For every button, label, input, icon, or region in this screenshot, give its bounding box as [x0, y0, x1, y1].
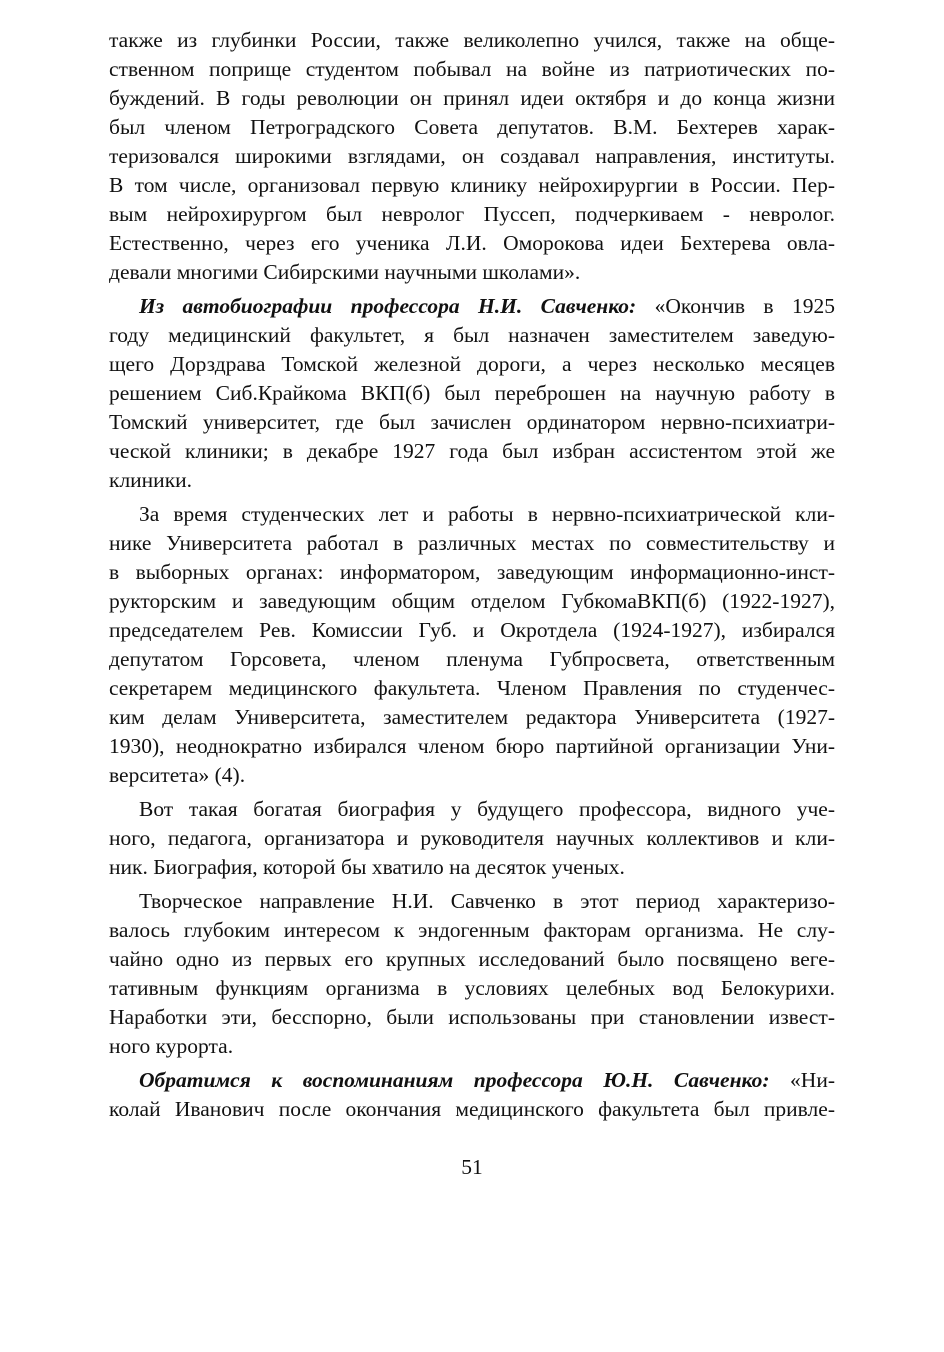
- paragraph-6: [109, 1066, 835, 1124]
- text-line: ного, педагога, организатора и руководителя научных коллективов и кли-: [109, 826, 835, 850]
- text-line: вым нейрохирургом был невролог Пуссеп, подчеркиваем - невролог.: [109, 202, 835, 226]
- text-line: Естественно, через его ученика Л.И. Оморокова идеи Бехтерева овла-: [109, 231, 835, 255]
- text-line: верситета» (4).: [109, 763, 246, 787]
- text-line: щего Дорздрава Томской железной дороги, а через несколько месяцев: [109, 352, 835, 376]
- text-line: Томский университет, где был зачислен ординатором нервно-психиатри-: [109, 410, 835, 434]
- text-line: году медицинский факультет, я был назначен заместителем заведую-: [109, 323, 835, 347]
- text-line: ким делам Университета, заместителем редактора Университета (1927-: [109, 705, 835, 729]
- text-line: ного курорта.: [109, 1034, 234, 1058]
- text-line: девали многими Сибирскими научными школами».: [109, 260, 581, 284]
- text-line: тативным функциям организма в условиях целебных вод Белокурихи.: [109, 976, 835, 1000]
- paragraph-4: [109, 795, 835, 882]
- text-line: 1930), неоднократно избирался членом бюро партийной организации Уни-: [109, 734, 835, 758]
- text-line: председателем Рев. Комиссии Губ. и Окротдела (1924-1927), избирался: [109, 618, 835, 642]
- text-line: также из глубинки России, также великолепно учился, также на обще-: [109, 28, 835, 52]
- text-line: ник. Биография, которой бы хватило на десяток ученых.: [109, 855, 625, 879]
- text-line: Вот такая богатая биография у будущего профессора, видного уче-: [139, 797, 835, 821]
- text-line: чайно одно из первых его крупных исследований было посвящено веге-: [109, 947, 835, 971]
- text-line: буждений. В годы революции он принял идеи октября и до конца жизни: [109, 86, 835, 110]
- text-line: секретарем медицинского факультета. Членом Правления по студенчес-: [109, 676, 835, 700]
- text-line: Наработки эти, бесспорно, были использованы при становлении извест-: [109, 1005, 835, 1029]
- text-line: был членом Петроградского Совета депутатов. В.М. Бехтерев харак-: [109, 115, 835, 139]
- text-run: «Окончив в 1925: [636, 294, 835, 318]
- text-line: [109, 292, 835, 321]
- page-body: [109, 26, 835, 1129]
- text-line: В том числе, организовал первую клинику нейрохирургии в России. Пер-: [109, 173, 835, 197]
- text-line: За время студенческих лет и работы в нервно-психиатрической кли-: [139, 502, 835, 526]
- paragraph-5: [109, 887, 835, 1061]
- text-line: валось глубоким интересом к эндогенным факторам организма. Не слу-: [109, 918, 835, 942]
- text-line: колай Иванович после окончания медицинского факультета был привле-: [109, 1097, 835, 1121]
- lead-heading: Из автобиографии профессора Н.И. Савченко:: [139, 294, 637, 318]
- text-line: Творческое направление Н.И. Савченко в этот период характеризо-: [139, 889, 835, 913]
- text-line: нике Университета работал в различных местах по совместительству и: [109, 531, 835, 555]
- text-line: рукторским и заведующим общим отделом ГубкомаВКП(б) (1922-1927),: [109, 589, 835, 613]
- paragraph-1: [109, 26, 835, 287]
- text-line: [109, 1066, 835, 1095]
- paragraph-2: [109, 292, 835, 495]
- text-line: ственном поприще студентом побывал на войне из патриотических по-: [109, 57, 835, 81]
- text-run: «Ни-: [769, 1068, 835, 1092]
- text-line: клиники.: [109, 468, 193, 492]
- text-line: теризовался широкими взглядами, он создавал направления, институты.: [109, 144, 835, 168]
- text-line: депутатом Горсовета, членом пленума Губпросвета, ответственным: [109, 647, 835, 671]
- text-line: решением Сиб.Крайкома ВКП(б) был переброшен на научную работу в: [109, 381, 835, 405]
- text-line: ческой клиники; в декабре 1927 года был избран ассистентом этой же: [109, 439, 835, 463]
- paragraph-3: [109, 500, 835, 790]
- lead-heading: Обратимся к воспоминаниям профессора Ю.Н. Савченко:: [139, 1068, 770, 1092]
- page-number: 51: [461, 1155, 483, 1179]
- text-line: в выборных органах: информатором, заведующим информационно-инст-: [109, 560, 835, 584]
